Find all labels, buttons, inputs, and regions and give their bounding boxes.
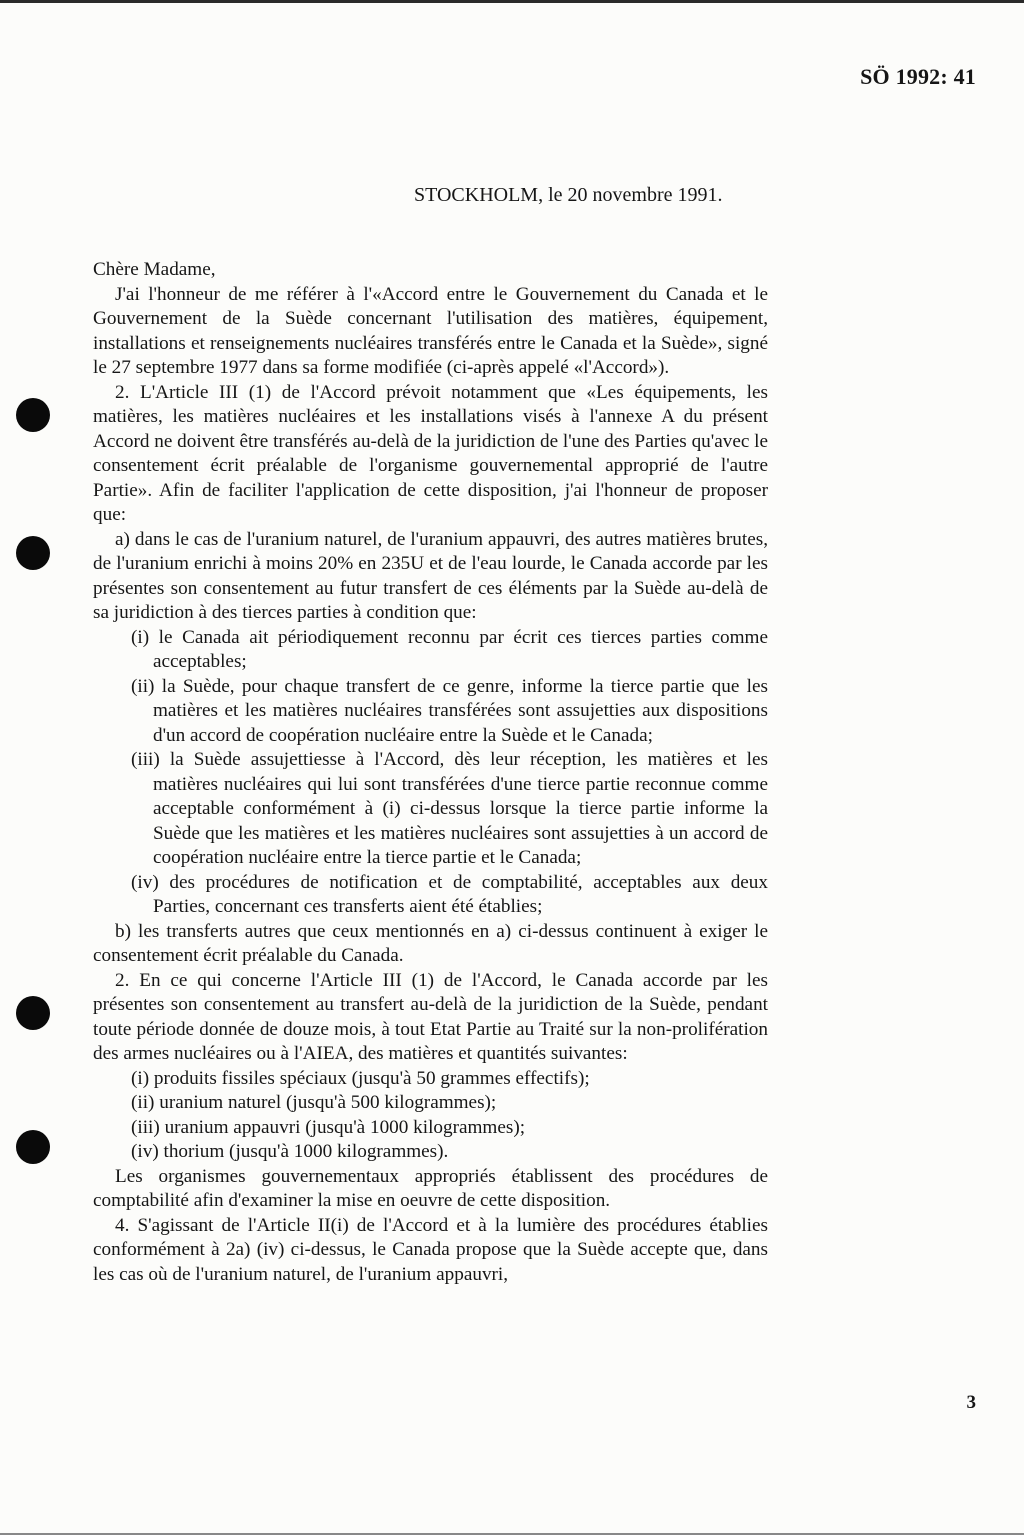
page-top-edge: [0, 0, 1024, 3]
paragraph-2: 2. L'Article III (1) de l'Accord prévoit notamment que «Les équipements, les matières, les matières nucléaires et les installations visés à l'annexe A du présent Accord ne doivent être transférés au-delà de la juridiction de l'une des Parties qu'avec le consentement écrit préalable de l'organisme gouvernemental approprié de l'autre Partie». Afin de faciliter l'application de cette disposition, j'ai l'honneur de proposer que:: [93, 381, 769, 525]
punch-hole: [16, 536, 50, 570]
condition-item: (iii) la Suède assujettiesse à l'Accord, dès leur réception, les matières et les matières nucléaires qui lui sont transférées d'une tierce partie reconnue comme acceptable conformément à (i) ci-dessus lorsque la tierce partie informe la Suède que les matières et les matières nucléaires sont assujetties à un accord de coopération nucléaire entre la tierce partie et le Canada;: [131, 749, 768, 868]
condition-item: (i) le Canada ait périodiquement reconnu par écrit ces tierces parties comme acceptables;: [131, 626, 768, 672]
paragraph-a: a) dans le cas de l'uranium naturel, de l'uranium appauvri, des autres matières brutes, de l'uranium enrichi à moins 20% en 235U et de l'eau lourde, le Canada accorde par les présentes son consentement au futur transfert de ces éléments par la Suède au-delà de sa juridiction à des tierces parties à condition que:: [93, 528, 768, 623]
quantity-item: (i) produits fissiles spéciaux (jusqu'à 50 grammes effectifs);: [131, 1067, 590, 1089]
punch-hole: [16, 996, 50, 1030]
paragraph-b: b) les transferts autres que ceux mentionnés en a) ci-dessus continuent à exiger le consentement écrit préalable du Canada.: [93, 920, 768, 966]
paragraph-3: 2. En ce qui concerne l'Article III (1) de l'Accord, le Canada accorde par les présentes son consentement au transfert au-delà de la juridiction de la Suède, pendant toute période donnée de douze mois, à tout Etat Partie au Traité sur la non-prolifération des armes nucléaires ou à l'AIEA, des matières et quantités suivantes:: [93, 969, 768, 1064]
dateline: STOCKHOLM, le 20 novembre 1991.: [414, 184, 723, 206]
punch-hole: [16, 1130, 50, 1164]
page-number: 3: [966, 1392, 976, 1413]
quantity-item: (ii) uranium naturel (jusqu'à 500 kilogrammes);: [131, 1092, 497, 1113]
salutation: Chère Madame,: [93, 259, 216, 280]
paragraph-1: J'ai l'honneur de me référer à l'«Accord entre le Gouvernement du Canada et le Gouvernement de la Suède concernant l'utilisation des matières, équipement, installations et renseignements nucléaires transférés entre le Canada et la Suède», signé le 27 septembre 1977 dans sa forme modifiée (ci-après appelé «l'Accord»).: [93, 283, 768, 378]
punch-hole: [16, 398, 50, 432]
paragraph-4: 4. S'agissant de l'Article II(i) de l'Accord et à la lumière des procédures établies conformément à 2a) (iv) ci-dessus, le Canada propose que la Suède accepte que, dans les cas où de l'uranium naturel, de l'uranium appauvri,: [93, 1214, 768, 1285]
condition-item: (ii) la Suède, pour chaque transfert de ce genre, informe la tierce partie que les matières et les matières nucléaires transférées sont assujetties aux dispositions d'un accord de coopération nucléaire entre la Suède et le Canada;: [131, 675, 768, 746]
quantity-item: (iii) uranium appauvri (jusqu'à 1000 kilogrammes);: [131, 1116, 526, 1138]
quantity-item: (iv) thorium (jusqu'à 1000 kilogrammes).: [131, 1141, 449, 1162]
condition-item: (iv) des procédures de notification et de comptabilité, acceptables aux deux Parties, concernant ces transferts aient été établies;: [131, 871, 768, 917]
procedures-paragraph: Les organismes gouvernementaux appropriés établissent des procédures de comptabilité afin d'examiner la mise en oeuvre de cette disposition.: [93, 1165, 768, 1211]
document-reference: SÖ 1992: 41: [860, 64, 976, 89]
letter-body: [93, 258, 768, 1287]
